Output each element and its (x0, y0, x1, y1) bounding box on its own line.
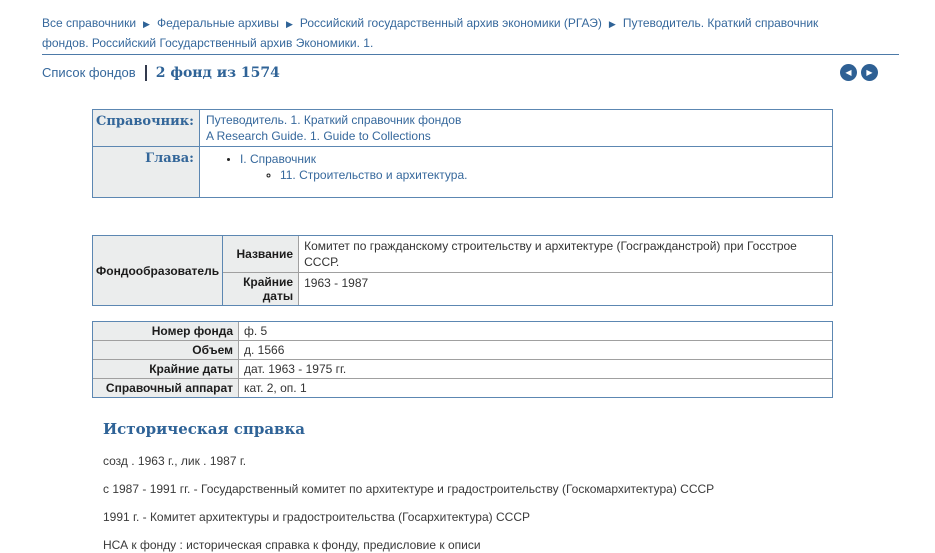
fond-number-value: ф. 5 (239, 322, 832, 341)
fond-pager (840, 64, 878, 81)
breadcrumb-rgae[interactable]: Российский государственный архив экономики (РГАЭ) (299, 16, 602, 30)
guide-value-cell (200, 110, 832, 147)
creator-name-value: Комитет по гражданскому строительству и архитектуре (Госгражданстрой) при Госстрое СССР. (299, 236, 832, 273)
historical-note-paragraph: созд . 1963 г., лик . 1987 г. (103, 454, 247, 468)
fond-position-text: 2 фонд из 1574 (155, 64, 280, 81)
breadcrumb-arrow-icon: ▶ (143, 19, 150, 29)
fond-dates-label: Крайние даты (93, 360, 239, 379)
table-row (93, 341, 832, 360)
table-row (93, 322, 832, 341)
arrow-right-icon: ▶ (866, 67, 873, 77)
guide-title-en-link[interactable]: A Research Guide. 1. Guide to Collections (205, 129, 431, 143)
breadcrumb-arrow-icon: ▶ (608, 19, 616, 29)
table-row (93, 147, 832, 197)
guide-title-ru-link[interactable]: Путеводитель. 1. Краткий справочник фондов (205, 113, 462, 127)
fond-reference-apparatus-label: Справочный аппарат (93, 379, 239, 397)
fond-number-label: Номер фонда (93, 322, 239, 341)
chapter-label: Глава: (93, 147, 200, 197)
fond-toolbar (42, 55, 878, 90)
chapter-tree (206, 151, 826, 183)
breadcrumb-all-guides[interactable]: Все справочники (42, 16, 137, 30)
fond-volume-value: д. 1566 (239, 341, 832, 360)
table-row (93, 110, 832, 147)
historical-note-title: Историческая справка (103, 420, 306, 438)
creator-group-label: Фондообразователь (93, 236, 223, 305)
list-item (280, 167, 826, 183)
fond-facts-table (92, 321, 833, 398)
guide-label: Справочник: (93, 110, 200, 147)
arrow-left-icon: ◀ (845, 67, 852, 77)
historical-note-paragraph: с 1987 - 1991 гг. - Государственный комитет по архитектуре и градостроительству (Госкомархитектура) СССР (103, 482, 715, 496)
prev-fond-button[interactable] (840, 64, 857, 81)
historical-note-paragraph: НСА к фонду : историческая справка к фонду, предисловие к описи (103, 538, 481, 552)
list-item (240, 151, 826, 183)
chapter-value-cell (200, 147, 832, 197)
creator-dates-value: 1963 - 1987 (304, 276, 369, 290)
divider (145, 65, 147, 81)
breadcrumb (42, 14, 857, 54)
main-content (92, 109, 833, 398)
creator-dates-label: Крайние даты (223, 273, 299, 305)
table-row (93, 379, 832, 397)
chapter-level2-link[interactable]: 11. Строительство и архитектура. (279, 168, 468, 182)
guide-table (92, 109, 833, 198)
table-row (93, 360, 832, 379)
fond-volume-label: Объем (93, 341, 239, 360)
creator-name-label: Название (223, 236, 299, 273)
fond-reference-apparatus-value: кат. 2, оп. 1 (244, 381, 307, 395)
chapter-level1-link[interactable]: I. Справочник (239, 152, 316, 166)
historical-note-paragraph: 1991 г. - Комитет архитектуры и градостроительства (Госархитектура) СССР (103, 510, 530, 524)
next-fond-button[interactable] (861, 64, 878, 81)
breadcrumb-current-page: Путеводитель. Краткий справочник фондов. Российский Государственный архив Экономики. 1. (42, 16, 819, 50)
breadcrumb-bar (42, 0, 899, 55)
fond-dates-value: дат. 1963 - 1975 гг. (239, 360, 832, 379)
creator-table (92, 235, 833, 306)
breadcrumb-arrow-icon: ▶ (285, 19, 293, 29)
breadcrumb-federal-archives[interactable]: Федеральные архивы (156, 16, 279, 30)
fond-list-link[interactable]: Список фондов (42, 65, 136, 80)
historical-note-section (103, 420, 935, 553)
table-row (93, 236, 832, 273)
